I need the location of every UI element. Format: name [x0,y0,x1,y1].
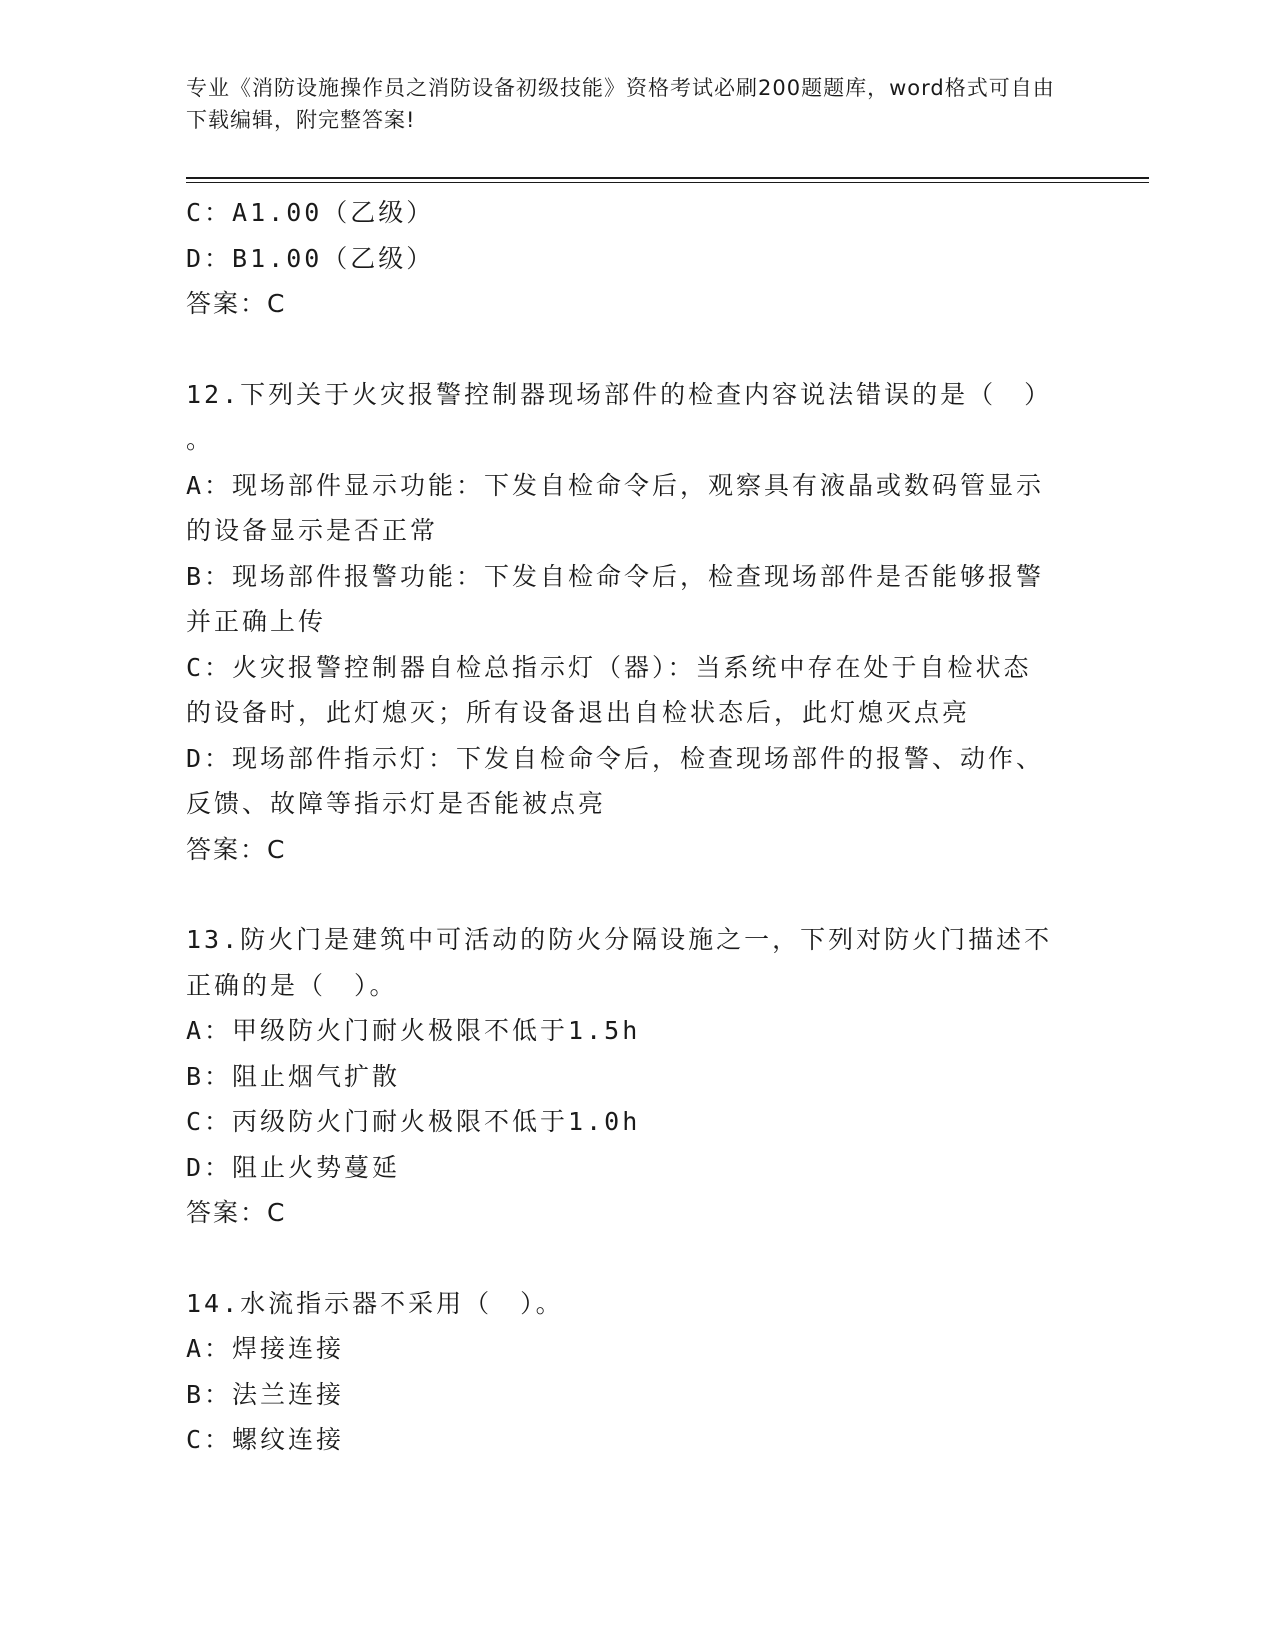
option-a: A：焊接连接 [186,1334,345,1363]
spacer [186,1236,1066,1281]
option-c: C：火灾报警控制器自检总指示灯（器）：当系统中存在处于自检状态 [186,652,1032,682]
page-header: 专业《消防设施操作员之消防设备初级技能》资格考试必刷200题题库，word格式可自由下载编辑，附完整答案! [186,76,1055,132]
option-d-continued: 反馈、故障等指示灯是否能被点亮 [186,789,607,818]
question-stem-continued: 。 [186,425,215,454]
option-a: A：甲级防火门耐火极限不低于1.5h [186,1016,641,1045]
option-b: B：阻止烟气扩散 [186,1061,401,1091]
option-c: C：丙级防火门耐火极限不低于1.0h [186,1107,641,1136]
question-stem-continued: 正确的是（ ）。 [186,970,398,1000]
question-14 [186,1281,1066,1463]
spacer [186,872,1066,917]
header-divider-thick [186,177,1149,179]
question-12 [186,372,1066,873]
answer-line: 答案：C [186,834,287,864]
option-b-continued: 并正确上传 [186,607,327,636]
option-a: A：现场部件显示功能：下发自检命令后，观察具有液晶或数码管显示 [186,470,1045,500]
question-stem: 14.水流指示器不采用（ ）。 [186,1288,564,1318]
option-a-continued: 的设备显示是否正常 [186,516,439,545]
option-d: D：阻止火势蔓延 [186,1152,401,1182]
option-b: B：现场部件报警功能：下发自检命令后，检查现场部件是否能够报警 [186,561,1045,591]
document-body [186,190,1066,1463]
question-stem: 12.下列关于火灾报警控制器现场部件的检查内容说法错误的是（ ） [186,379,1053,409]
answer-line: 答案：C [186,1198,287,1227]
answer-line: 答案：C [186,289,287,318]
option-d: D：现场部件指示灯：下发自检命令后，检查现场部件的报警、动作、 [186,743,1045,773]
option-c-continued: 的设备时，此灯熄灭；所有设备退出自检状态后，此灯熄灭点亮 [186,698,971,727]
previous-question-tail [186,190,1066,327]
spacer [186,327,1066,372]
header-divider-thin [186,182,1149,183]
question-13 [186,917,1066,1236]
option-b: B：法兰连接 [186,1379,345,1409]
option-c: C：A1.00（乙级） [186,198,435,227]
option-c: C：螺纹连接 [186,1425,345,1454]
option-d: D：B1.00（乙级） [186,243,435,273]
question-stem: 13.防火门是建筑中可活动的防火分隔设施之一，下列对防火门描述不 [186,925,1053,954]
